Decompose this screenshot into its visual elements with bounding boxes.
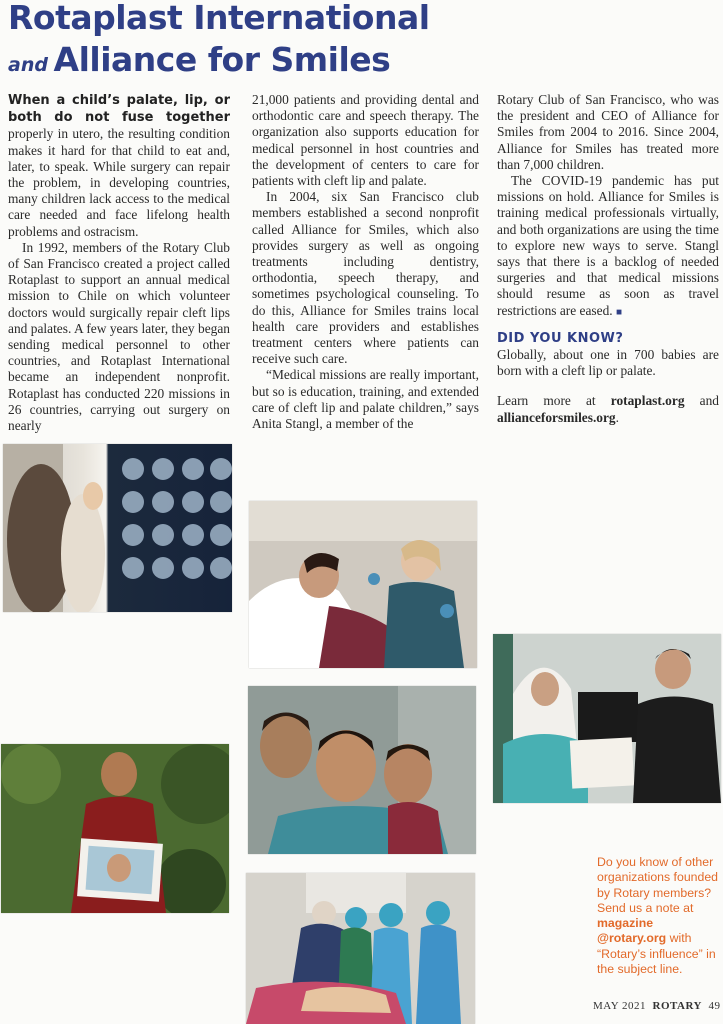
- headline-and: and: [8, 54, 48, 76]
- learn-more-and: and: [684, 393, 719, 409]
- headline-line2-wrap: [8, 40, 390, 79]
- callout-text: Do you know of other organizations founded by Rotary members? Send us a note at: [597, 855, 719, 915]
- paragraph: In 2004, six San Francisco club members established a second nonprofit called Alliance for Smiles, which also provides surgery as well as ongoing treatments including dentistry, orthodontia, speech therapy, and sometimes psychological counseling. To do this, Alliance for Smiles trains local health care providers and establishes treatment centers where patients can receive such care.: [252, 189, 479, 367]
- photo-smiling-children: [248, 686, 476, 854]
- lead-in: When a child’s palate, lip, or both do not fuse together: [8, 93, 230, 126]
- headline-line1: Rotaplast International: [8, 0, 430, 37]
- article-column-2: [252, 92, 479, 432]
- end-mark: ■: [616, 306, 623, 318]
- learn-more-end: .: [615, 409, 619, 425]
- learn-more-prefix: Learn more at: [497, 393, 611, 409]
- article-column-1: [8, 92, 230, 434]
- allianceforsmiles-link[interactable]: allianceforsmiles.org: [497, 409, 616, 425]
- photo-boy-with-picture: [1, 744, 229, 913]
- photo-dental-exam: [249, 501, 477, 668]
- footer-issue: MAY 2021: [593, 1000, 647, 1012]
- paragraph: In 1992, members of the Rotary Club of San Francisco created a project called Rotaplast to support an annual medical mission to Chile on which volunteer doctors would surgically repair cleft lips and palates. A few years later, they began sending medical personnel to other countries, and Rotaplast International became an independent nonprofit. Rotaplast has conducted 220 missions in 26 countries, carrying out surgery on nearly: [8, 239, 230, 434]
- did-you-know-heading: DID YOU KNOW?: [497, 330, 624, 346]
- callout-box: [597, 855, 722, 977]
- photo-certificate: [493, 634, 721, 803]
- article-column-3: [497, 92, 719, 426]
- rotaplast-link[interactable]: rotaplast.org: [610, 393, 685, 409]
- callout-email[interactable]: magazine @rotary.org: [597, 916, 667, 946]
- page-footer: [593, 1000, 720, 1012]
- did-you-know-fact: Globally, about one in 700 babies are born with a cleft lip or palate.: [497, 347, 719, 379]
- page-number: 49: [708, 1000, 721, 1012]
- photo-xray-review: [3, 444, 232, 612]
- headline-line2: Alliance for Smiles: [53, 40, 391, 79]
- paragraph: [8, 92, 230, 240]
- paragraph: “Medical missions are really important, but so is education, training, and extended care of cleft lip and palate children,” says Anita Stangl, a member of the: [252, 367, 479, 432]
- learn-more: [497, 393, 719, 425]
- footer-magazine: ROTARY: [652, 1000, 702, 1012]
- paragraph: Rotary Club of San Francisco, who was the president and CEO of Alliance for Smiles from 2004 to 2016. Since 2004, Alliance for Smiles has treated more than 7,000 children.: [497, 92, 719, 172]
- paragraph-text: properly in utero, the resulting condition makes it hard for that child to eat and, later, to speak. While surgery can repair the problem, in developing countries, many children lack access to the medical care needed and face lifelong health problems and ostracism.: [8, 126, 230, 239]
- photo-surgical-team: [246, 873, 475, 1024]
- paragraph: 21,000 patients and providing dental and orthodontic care and speech therapy. The organization also supports education for medical personnel in host countries and the development of centers to care for patients with cleft lip and palate.: [252, 92, 479, 189]
- callout-text-end: with “Rotary’s influence” in the subject line.: [597, 931, 716, 977]
- paragraph: [497, 173, 719, 321]
- paragraph-text: The COVID-19 pandemic has put missions on hold. Alliance for Smiles is training medical professionals virtually, and both organizations are using the time to explore new ways to serve. Stangl says that there is a backlog of needed surgeries and that medical missions should resume as soon as travel restrictions are eased.: [497, 173, 719, 318]
